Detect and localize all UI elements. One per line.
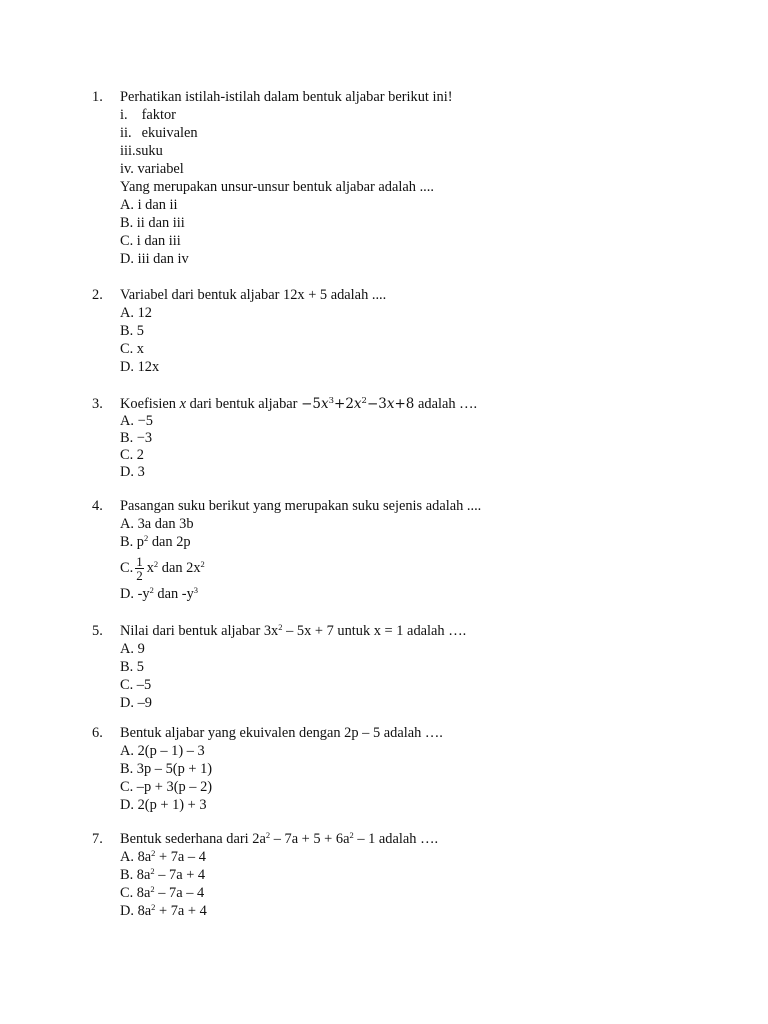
option-b: B. 5 [120,323,144,339]
option-b: B. $p^2$ dan 2p [120,533,191,550]
question-number: 2. [92,287,103,303]
question-number: 6. [92,725,103,741]
option-d: D. 12x [120,359,160,375]
polynomial-expression: $-5x^3+2x^2-3x+8$ [301,396,415,412]
option-c: C. –5 [120,677,152,693]
question-text: Koefisien x dari bentuk aljabar $-5x^3+2x^2-3x+8$ adalah …. [120,396,478,412]
question-body [120,395,720,481]
option-a: A. −5 [120,413,153,429]
question-number: 7. [92,831,103,847]
question-number: 4. [92,498,103,514]
term-item: ii. ekuivalen [120,125,198,141]
variable-x: x [179,396,186,412]
term-item: i. faktor [120,107,176,123]
question-number: 1. [92,89,103,105]
option-d: D. 2(p + 1) + 3 [120,797,207,813]
question-text: Variabel dari bentuk aljabar 12x + 5 adalah .... [120,287,387,303]
option-d: D. –9 [120,695,152,711]
question-prompt: Yang merupakan unsur-unsur bentuk aljabar adalah .... [120,179,434,195]
question-text: Bentuk aljabar yang ekuivalen dengan 2p – 5 adalah …. [120,725,443,741]
term-item: iii.suku [120,143,163,159]
option-c: C. $8a^2 - 7a - 4$ [120,884,205,901]
fraction-one-half: $\frac{1}{2}$ [136,554,143,584]
option-b: B. −3 [120,430,153,446]
option-d: D. $8a^2 + 7a + 4$ [120,902,207,919]
question-body [120,88,720,268]
question-number: 3. [92,396,103,412]
question-body [120,830,720,920]
option-c: C. –p + 3(p – 2) [120,779,213,795]
term-item: iv. variabel [120,161,184,177]
option-c: C. i dan iii [120,233,181,249]
option-d: D. iii dan iv [120,251,189,267]
option-b: B. ii dan iii [120,215,185,231]
option-a: A. 3a dan 3b [120,516,194,532]
option-a: A. 9 [120,641,145,657]
question-body [120,622,720,712]
option-b: B. 3p – 5(p + 1) [120,761,213,777]
option-b: B. $8a^2 - 7a + 4$ [120,866,206,883]
question-text: Perhatikan istilah-istilah dalam bentuk aljabar berikut ini! [120,89,453,105]
question-text: Pasangan suku berikut yang merupakan suku sejenis adalah .... [120,498,482,514]
option-d: D. $-y^2$ dan $-y^3$ [120,585,199,602]
option-a: A. 2(p – 1) – 3 [120,743,205,759]
option-c: C. x [120,341,144,357]
question-text: Bentuk sederhana dari $2a^2 - 7a + 5 + 6a^2 - 1$ adalah …. [120,830,439,847]
question-body [120,497,720,603]
option-d: D. 3 [120,464,145,480]
option-a: A. 12 [120,305,152,321]
option-a: A. i dan ii [120,197,178,213]
question-text: Nilai dari bentuk aljabar $3x^2 - 5x + 7$ untuk x = 1 adalah …. [120,622,467,639]
question-body [120,724,720,814]
option-c: C. $\frac{1}{2}$ $x^2$ dan $2x^2$ [120,554,205,584]
option-c: C. 2 [120,447,144,463]
option-a: A. $8a^2 + 7a - 4$ [120,848,206,865]
question-number: 5. [92,623,103,639]
option-b: B. 5 [120,659,144,675]
question-body [120,286,720,376]
